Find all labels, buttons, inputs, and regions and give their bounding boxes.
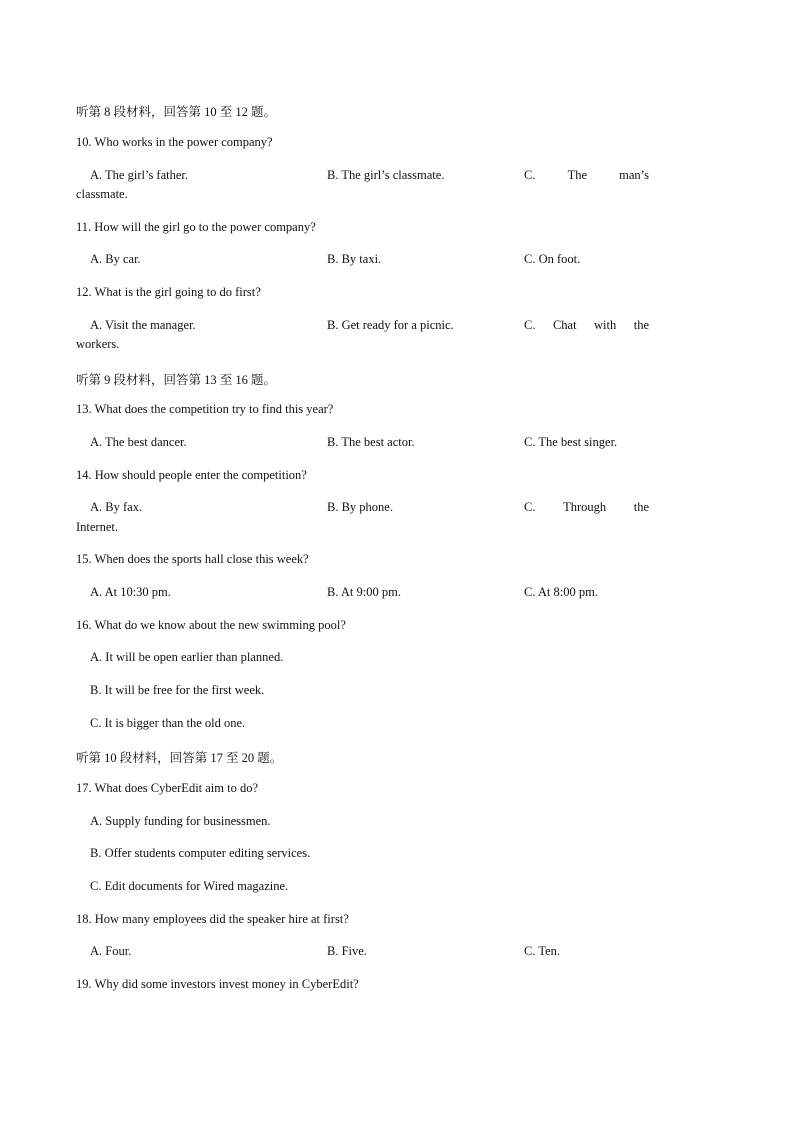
option-c-word: C.: [524, 500, 536, 514]
question-16-option-a: A. It will be open earlier than planned.: [90, 650, 284, 664]
question-18-option-b: B. Five.: [327, 944, 367, 958]
question-14-option-c: [524, 500, 649, 515]
question-10-option-b: B. The girl’s classmate.: [327, 168, 445, 182]
section-heading-10: 听第 10 段材料，回答第 17 至 20 题。: [76, 751, 283, 765]
question-15-option-c: C. At 8:00 pm.: [524, 585, 598, 599]
question-11-option-a: A. By car.: [90, 252, 141, 266]
question-14-option-a: A. By fax.: [90, 500, 143, 514]
question-10-option-c-continued: classmate.: [76, 187, 128, 201]
question-13-stem: 13. What does the competition try to find this year?: [76, 402, 334, 416]
question-16-option-c: C. It is bigger than the old one.: [90, 716, 246, 730]
question-10-option-a: A. The girl’s father.: [90, 168, 189, 182]
question-13-option-a: A. The best dancer.: [90, 435, 187, 449]
question-13-option-c: C. The best singer.: [524, 435, 618, 449]
question-11-option-c: C. On foot.: [524, 252, 581, 266]
question-17-option-a: A. Supply funding for businessmen.: [90, 814, 271, 828]
question-16-option-b: B. It will be free for the first week.: [90, 683, 265, 697]
question-14-option-b: B. By phone.: [327, 500, 393, 514]
question-12-option-a: A. Visit the manager.: [90, 318, 196, 332]
question-17-stem: 17. What does CyberEdit aim to do?: [76, 781, 259, 795]
question-16-stem: 16. What do we know about the new swimming pool?: [76, 618, 346, 632]
question-10-option-c: [524, 168, 649, 183]
question-12-option-c-continued: workers.: [76, 337, 120, 351]
question-18-option-c: C. Ten.: [524, 944, 561, 958]
question-12-stem: 12. What is the girl going to do first?: [76, 285, 261, 299]
option-c-word: Through: [563, 500, 607, 514]
option-c-word: with: [594, 318, 617, 332]
question-13-option-b: B. The best actor.: [327, 435, 415, 449]
question-15-option-b: B. At 9:00 pm.: [327, 585, 401, 599]
option-c-word: C.: [524, 168, 536, 182]
question-14-option-c-continued: Internet.: [76, 520, 118, 534]
question-19-stem: 19. Why did some investors invest money in CyberEdit?: [76, 977, 359, 991]
section-heading-9: 听第 9 段材料，回答第 13 至 16 题。: [76, 373, 277, 387]
question-11-stem: 11. How will the girl go to the power company?: [76, 220, 316, 234]
question-14-stem: 14. How should people enter the competition?: [76, 468, 307, 482]
question-18-stem: 18. How many employees did the speaker hire at first?: [76, 912, 349, 926]
question-17-option-c: C. Edit documents for Wired magazine.: [90, 879, 289, 893]
option-c-word: the: [633, 500, 649, 514]
question-10-stem: 10. Who works in the power company?: [76, 135, 273, 149]
question-15-option-a: A. At 10:30 pm.: [90, 585, 171, 599]
option-c-word: the: [633, 318, 649, 332]
option-c-word: man’s: [619, 168, 649, 182]
question-12-option-b: B. Get ready for a picnic.: [327, 318, 454, 332]
option-c-word: Chat: [552, 318, 577, 332]
question-17-option-b: B. Offer students computer editing services.: [90, 846, 311, 860]
question-11-option-b: B. By taxi.: [327, 252, 382, 266]
question-15-stem: 15. When does the sports hall close this week?: [76, 552, 309, 566]
question-18-option-a: A. Four.: [90, 944, 132, 958]
question-12-option-c: [524, 318, 649, 333]
option-c-word: C.: [524, 318, 536, 332]
section-heading-8: 听第 8 段材料，回答第 10 至 12 题。: [76, 105, 277, 119]
option-c-word: The: [567, 168, 588, 182]
